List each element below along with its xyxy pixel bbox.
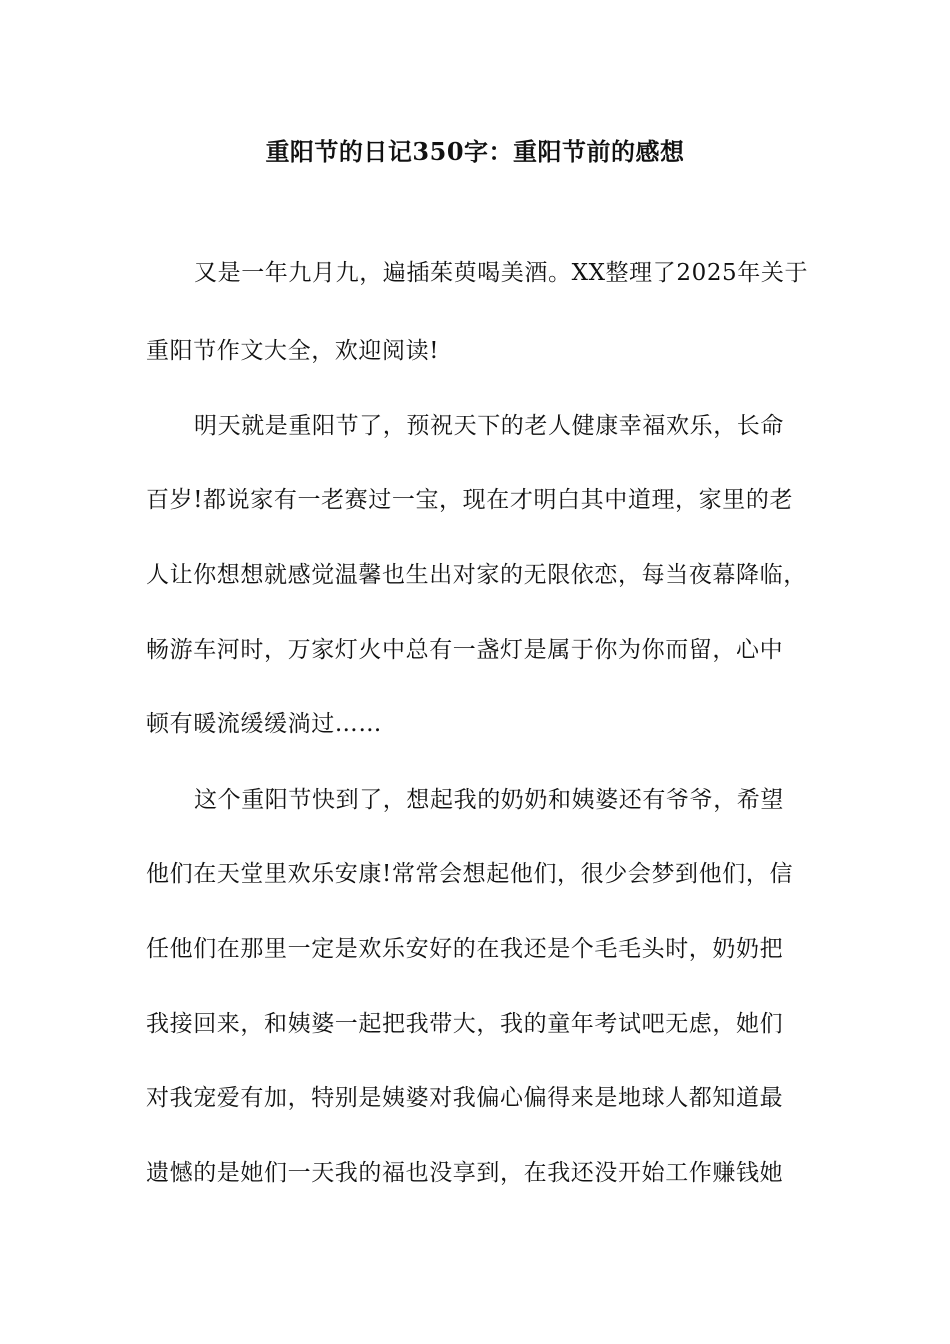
document-title: 重阳节的日记350字：重阳节前的感想 [265, 137, 685, 166]
paragraph-1-line-2: 重阳节作文大全，欢迎阅读! [146, 338, 440, 364]
paragraph-2-line-1: 明天就是重阳节了，预祝天下的老人健康幸福欢乐，长命 [194, 413, 784, 439]
paragraph-1-line-1: 又是一年九月九，遍插茱萸喝美酒。XX整理了2025年关于 [194, 260, 809, 286]
paragraph-3-line-6: 遗憾的是她们一天我的福也没享到，在我还没开始工作赚钱她 [146, 1160, 784, 1186]
paragraph-2-line-5: 顿有暖流缓缓淌过…… [146, 711, 382, 737]
paragraph-2-line-2: 百岁!都说家有一老赛过一宝，现在才明白其中道理，家里的老 [146, 487, 794, 513]
paragraph-2-line-4: 畅游车河时，万家灯火中总有一盏灯是属于你为你而留，心中 [146, 637, 784, 663]
paragraph-3-line-3: 任他们在那里一定是欢乐安好的在我还是个毛毛头时，奶奶把 [146, 936, 784, 962]
paragraph-3-line-2: 他们在天堂里欢乐安康!常常会想起他们，很少会梦到他们，信 [146, 861, 794, 887]
paragraph-3-line-4: 我接回来，和姨婆一起把我带大，我的童年考试吧无虑，她们 [146, 1011, 784, 1037]
paragraph-2-line-3: 人让你想想就感觉温馨也生出对家的无限依恋，每当夜幕降临， [146, 562, 807, 588]
paragraph-3-line-5: 对我宠爱有加，特别是姨婆对我偏心偏得来是地球人都知道最 [146, 1085, 784, 1111]
paragraph-3-line-1: 这个重阳节快到了，想起我的奶奶和姨婆还有爷爷，希望 [194, 787, 784, 813]
